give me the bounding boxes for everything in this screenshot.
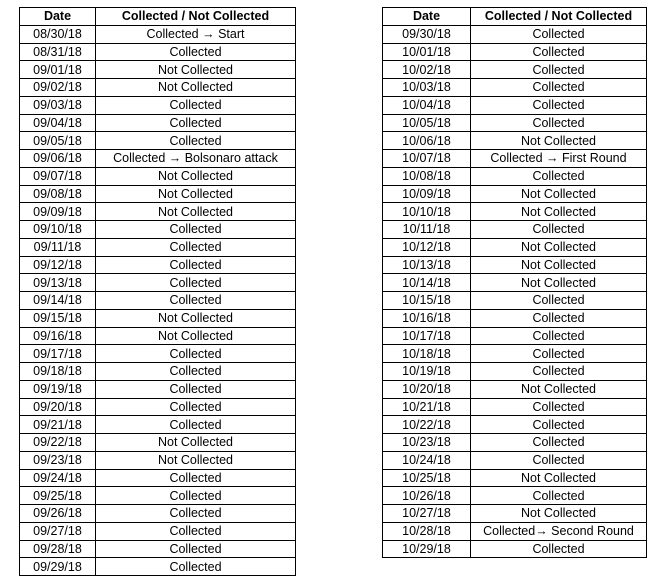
date-cell: 10/07/18 xyxy=(383,150,471,168)
table-row xyxy=(383,434,647,452)
date-cell: 10/12/18 xyxy=(383,238,471,256)
table-row xyxy=(20,309,296,327)
table-row xyxy=(383,132,647,150)
date-cell: 10/17/18 xyxy=(383,327,471,345)
table-row xyxy=(20,487,296,505)
table-row xyxy=(20,522,296,540)
table-row xyxy=(20,25,296,43)
status-cell: Not Collected xyxy=(471,203,647,221)
table-row xyxy=(20,185,296,203)
status-cell: Collected xyxy=(96,132,296,150)
date-cell: 09/12/18 xyxy=(20,256,96,274)
date-cell: 09/23/18 xyxy=(20,451,96,469)
date-cell: 09/19/18 xyxy=(20,380,96,398)
date-cell: 10/08/18 xyxy=(383,167,471,185)
status-cell: Not Collected xyxy=(471,256,647,274)
status-cell: Collected xyxy=(471,43,647,61)
table-row xyxy=(20,469,296,487)
date-cell: 09/11/18 xyxy=(20,238,96,256)
date-cell: 10/13/18 xyxy=(383,256,471,274)
status-cell: Not Collected xyxy=(471,380,647,398)
status-header: Collected / Not Collected xyxy=(96,8,296,26)
status-cell: Not Collected xyxy=(96,167,296,185)
table-row xyxy=(383,380,647,398)
table-row xyxy=(20,238,296,256)
date-cell: 09/13/18 xyxy=(20,274,96,292)
date-cell: 09/05/18 xyxy=(20,132,96,150)
date-cell: 09/14/18 xyxy=(20,292,96,310)
table-row xyxy=(20,114,296,132)
table-row xyxy=(20,79,296,97)
date-cell: 10/10/18 xyxy=(383,203,471,221)
status-cell: Collected xyxy=(471,398,647,416)
date-cell: 10/21/18 xyxy=(383,398,471,416)
table-row xyxy=(383,256,647,274)
table-row xyxy=(383,487,647,505)
date-cell: 08/31/18 xyxy=(20,43,96,61)
status-cell: Not Collected xyxy=(471,185,647,203)
table-row xyxy=(383,398,647,416)
date-cell: 09/27/18 xyxy=(20,522,96,540)
status-cell: Collected xyxy=(96,398,296,416)
status-header: Collected / Not Collected xyxy=(471,8,647,26)
status-cell: Collected xyxy=(96,221,296,239)
date-header: Date xyxy=(383,8,471,26)
table-row xyxy=(383,345,647,363)
status-cell: Collected xyxy=(471,292,647,310)
table-row xyxy=(383,61,647,79)
status-cell: Collected xyxy=(96,345,296,363)
date-cell: 10/22/18 xyxy=(383,416,471,434)
header-row xyxy=(383,8,647,26)
left-collection-table xyxy=(19,7,296,576)
status-cell: Collected → Bolsonaro attack xyxy=(96,150,296,168)
status-cell: Collected xyxy=(471,114,647,132)
date-cell: 09/16/18 xyxy=(20,327,96,345)
table-row xyxy=(20,292,296,310)
table-row xyxy=(383,274,647,292)
status-cell: Not Collected xyxy=(471,505,647,523)
table-row xyxy=(20,203,296,221)
date-cell: 09/22/18 xyxy=(20,434,96,452)
status-cell: Not Collected xyxy=(471,238,647,256)
table-row xyxy=(20,451,296,469)
status-cell: Collected xyxy=(471,487,647,505)
table-row xyxy=(383,327,647,345)
date-cell: 10/20/18 xyxy=(383,380,471,398)
date-cell: 10/26/18 xyxy=(383,487,471,505)
status-cell: Collected xyxy=(471,345,647,363)
table-row xyxy=(20,558,296,576)
date-cell: 09/18/18 xyxy=(20,363,96,381)
status-cell: Collected xyxy=(471,434,647,452)
status-cell: Collected xyxy=(471,221,647,239)
status-cell: Collected xyxy=(471,363,647,381)
date-cell: 09/29/18 xyxy=(20,558,96,576)
table-row xyxy=(20,132,296,150)
table-row xyxy=(20,398,296,416)
status-cell: Not Collected xyxy=(96,61,296,79)
date-cell: 09/21/18 xyxy=(20,416,96,434)
status-cell: Collected xyxy=(471,309,647,327)
table-row xyxy=(20,540,296,558)
table-row xyxy=(383,540,647,558)
date-cell: 09/20/18 xyxy=(20,398,96,416)
status-cell: Not Collected xyxy=(96,185,296,203)
date-cell: 09/24/18 xyxy=(20,469,96,487)
table-row xyxy=(20,416,296,434)
table-row xyxy=(20,505,296,523)
date-cell: 10/23/18 xyxy=(383,434,471,452)
table-row xyxy=(383,114,647,132)
date-cell: 09/07/18 xyxy=(20,167,96,185)
date-cell: 10/03/18 xyxy=(383,79,471,97)
table-row xyxy=(20,345,296,363)
status-cell: Collected xyxy=(471,96,647,114)
date-cell: 10/18/18 xyxy=(383,345,471,363)
date-cell: 09/25/18 xyxy=(20,487,96,505)
header-row xyxy=(20,8,296,26)
date-header: Date xyxy=(20,8,96,26)
date-cell: 09/09/18 xyxy=(20,203,96,221)
date-cell: 10/16/18 xyxy=(383,309,471,327)
date-cell: 10/29/18 xyxy=(383,540,471,558)
status-cell: Collected xyxy=(96,96,296,114)
status-cell: Collected xyxy=(471,540,647,558)
status-cell: Collected xyxy=(96,522,296,540)
date-cell: 10/05/18 xyxy=(383,114,471,132)
status-cell: Collected xyxy=(96,380,296,398)
status-cell: Collected xyxy=(471,25,647,43)
table-row xyxy=(20,363,296,381)
status-cell: Collected xyxy=(471,451,647,469)
date-cell: 10/01/18 xyxy=(383,43,471,61)
date-cell: 09/17/18 xyxy=(20,345,96,363)
table-row xyxy=(383,167,647,185)
table-row xyxy=(20,61,296,79)
table-row xyxy=(20,221,296,239)
status-cell: Not Collected xyxy=(96,79,296,97)
date-cell: 09/06/18 xyxy=(20,150,96,168)
date-cell: 09/30/18 xyxy=(383,25,471,43)
status-cell: Collected xyxy=(471,416,647,434)
status-cell: Collected xyxy=(96,469,296,487)
date-cell: 08/30/18 xyxy=(20,25,96,43)
date-cell: 10/06/18 xyxy=(383,132,471,150)
status-cell: Collected xyxy=(96,487,296,505)
table-row xyxy=(383,238,647,256)
date-cell: 10/04/18 xyxy=(383,96,471,114)
table-row xyxy=(383,363,647,381)
table-row xyxy=(383,416,647,434)
date-cell: 10/25/18 xyxy=(383,469,471,487)
table-row xyxy=(383,292,647,310)
status-cell: Collected xyxy=(96,416,296,434)
table-row xyxy=(383,451,647,469)
status-cell: Not Collected xyxy=(96,327,296,345)
status-cell: Not Collected xyxy=(471,132,647,150)
status-cell: Collected → First Round xyxy=(471,150,647,168)
date-cell: 09/26/18 xyxy=(20,505,96,523)
table-row xyxy=(383,150,647,168)
table-row xyxy=(20,274,296,292)
date-cell: 09/28/18 xyxy=(20,540,96,558)
table-row xyxy=(20,380,296,398)
table-row xyxy=(383,522,647,540)
status-cell: Collected → Start xyxy=(96,25,296,43)
status-cell: Not Collected xyxy=(471,469,647,487)
date-cell: 09/02/18 xyxy=(20,79,96,97)
table-row xyxy=(383,469,647,487)
date-cell: 10/11/18 xyxy=(383,221,471,239)
status-cell: Collected xyxy=(96,114,296,132)
date-cell: 09/01/18 xyxy=(20,61,96,79)
table-row xyxy=(383,25,647,43)
status-cell: Collected xyxy=(96,43,296,61)
table-row xyxy=(20,256,296,274)
right-table-body xyxy=(383,25,647,558)
table-row xyxy=(383,79,647,97)
status-cell: Collected xyxy=(471,167,647,185)
status-cell: Not Collected xyxy=(471,274,647,292)
date-cell: 10/02/18 xyxy=(383,61,471,79)
status-cell: Collected xyxy=(471,327,647,345)
date-cell: 09/04/18 xyxy=(20,114,96,132)
date-cell: 09/15/18 xyxy=(20,309,96,327)
status-cell: Collected xyxy=(96,274,296,292)
status-cell: Collected xyxy=(471,79,647,97)
date-cell: 10/27/18 xyxy=(383,505,471,523)
status-cell: Collected xyxy=(96,505,296,523)
status-cell: Collected xyxy=(96,558,296,576)
status-cell: Not Collected xyxy=(96,434,296,452)
table-row xyxy=(20,96,296,114)
status-cell: Collected xyxy=(96,256,296,274)
date-cell: 09/08/18 xyxy=(20,185,96,203)
status-cell: Not Collected xyxy=(96,203,296,221)
date-cell: 10/14/18 xyxy=(383,274,471,292)
table-row xyxy=(383,96,647,114)
table-row xyxy=(20,167,296,185)
date-cell: 09/10/18 xyxy=(20,221,96,239)
status-cell: Collected xyxy=(96,292,296,310)
table-row xyxy=(20,43,296,61)
left-table-body xyxy=(20,25,296,575)
table-row xyxy=(20,150,296,168)
table-row xyxy=(20,327,296,345)
date-cell: 10/24/18 xyxy=(383,451,471,469)
status-cell: Not Collected xyxy=(96,451,296,469)
date-cell: 09/03/18 xyxy=(20,96,96,114)
status-cell: Collected→ Second Round xyxy=(471,522,647,540)
date-cell: 10/09/18 xyxy=(383,185,471,203)
table-row xyxy=(383,221,647,239)
table-row xyxy=(383,505,647,523)
status-cell: Collected xyxy=(96,238,296,256)
table-row xyxy=(383,309,647,327)
table-row xyxy=(383,43,647,61)
right-collection-table xyxy=(382,7,647,558)
table-row xyxy=(383,203,647,221)
date-cell: 10/19/18 xyxy=(383,363,471,381)
table-row xyxy=(383,185,647,203)
date-cell: 10/28/18 xyxy=(383,522,471,540)
status-cell: Collected xyxy=(471,61,647,79)
table-row xyxy=(20,434,296,452)
date-cell: 10/15/18 xyxy=(383,292,471,310)
status-cell: Collected xyxy=(96,540,296,558)
status-cell: Collected xyxy=(96,363,296,381)
status-cell: Not Collected xyxy=(96,309,296,327)
